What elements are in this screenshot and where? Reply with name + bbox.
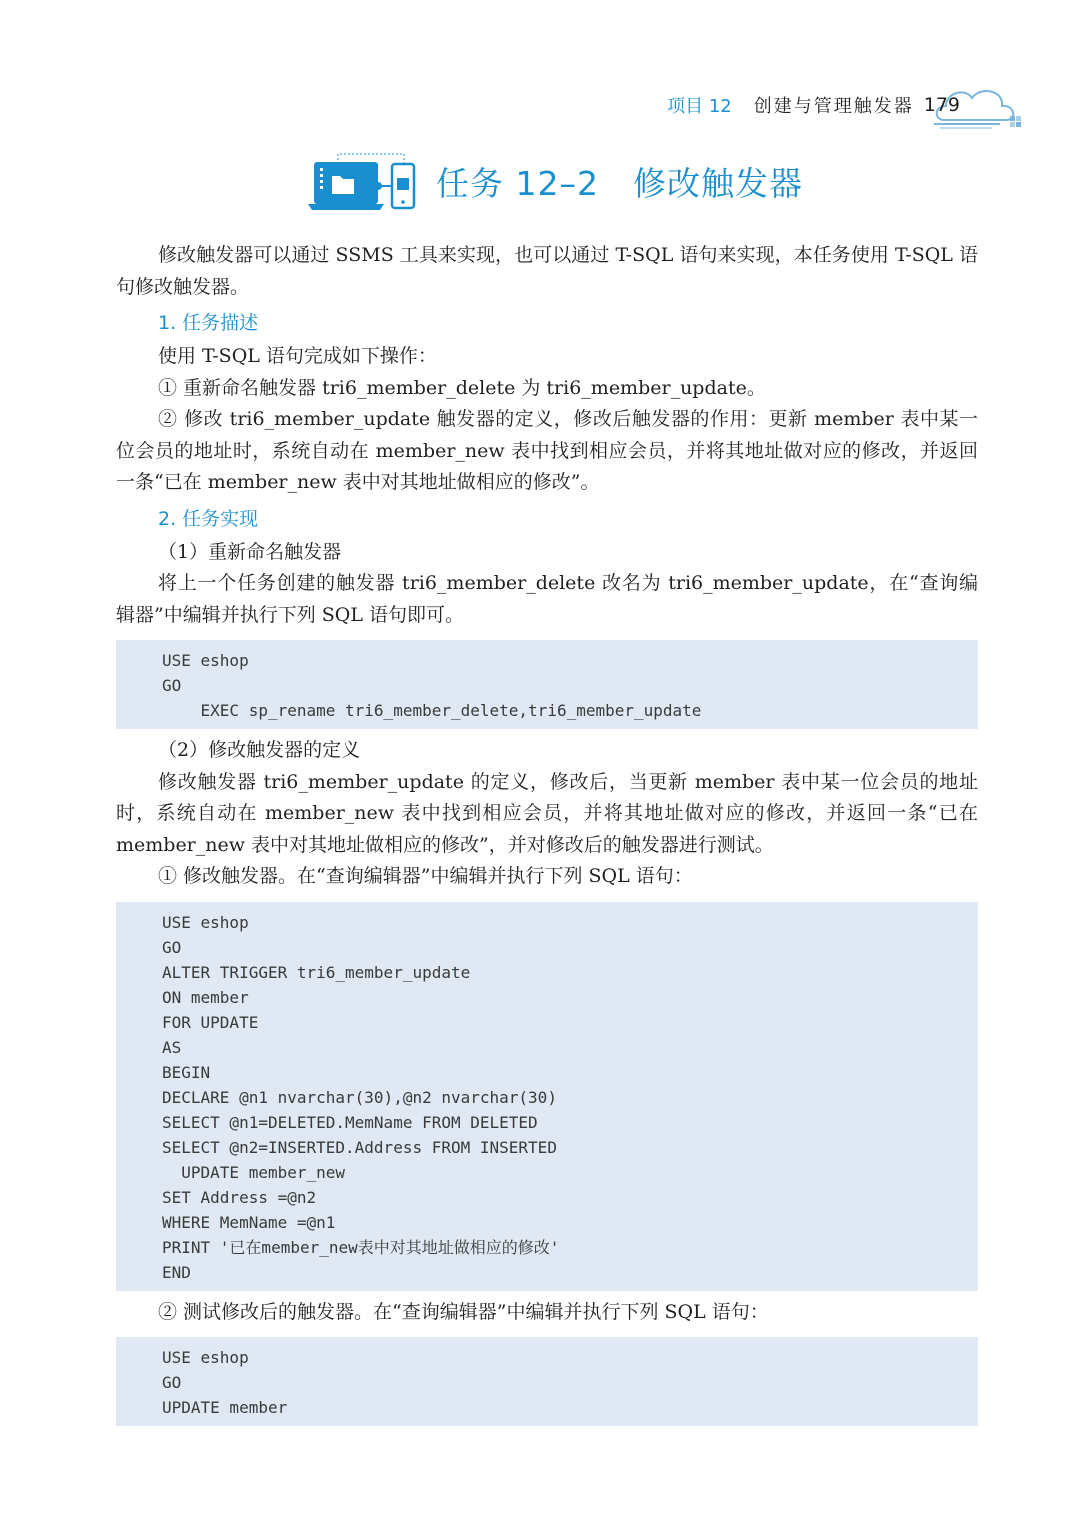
section-heading-description: 1. 任务描述: [158, 312, 259, 334]
code-line: SELECT @n2=INSERTED.Address FROM INSERTED: [162, 1137, 557, 1157]
code-line: AS: [162, 1037, 182, 1057]
project-label: 项目 12: [667, 96, 732, 117]
code-line: FOR UPDATE: [162, 1012, 259, 1032]
page-content: [116, 240, 978, 1432]
step-2-text: 修改触发器 tri6_member_update 的定义，修改后，当更新 member 表中某一位会员的地址时，系统自动在 member_new 表中找到相应会员，并将其地址做对应的修改，并返回一条“已在 member_new 表中对其地址做相应的修改”，并对修改后的触发器进行测试。: [116, 770, 978, 856]
code-line: UPDATE member: [162, 1398, 288, 1417]
running-header: [667, 88, 960, 122]
step-1-title: （1）重新命名触发器: [158, 540, 342, 563]
code-line: PRINT '已在member_new表中对其地址做相应的修改': [162, 1237, 560, 1257]
section-heading-implementation: 2. 任务实现: [158, 507, 259, 530]
code-line: USE eshop: [162, 1348, 249, 1367]
step-2-sub-1: ① 修改触发器。在“查询编辑器”中编辑并执行下列 SQL 语句：: [158, 865, 693, 887]
intro-paragraph: 修改触发器可以通过 SSMS 工具来实现，也可以通过 T-SQL 语句来实现，本任务使用 T-SQL 语句修改触发器。: [116, 244, 978, 298]
code-line: SELECT @n1=DELETED.MemName FROM DELETED: [162, 1112, 538, 1132]
code-line: ON member: [162, 987, 249, 1007]
task-title-banner: [0, 150, 1088, 216]
step-2-sub-2: ② 测试修改后的触发器。在“查询编辑器”中编辑并执行下列 SQL 语句：: [158, 1300, 769, 1323]
code-line: GO: [162, 1373, 182, 1392]
code-block-rename: [116, 640, 978, 729]
code-line: USE eshop: [162, 651, 249, 670]
code-line: SET Address =@n2: [162, 1187, 317, 1207]
description-lead: 使用 T-SQL 语句完成如下操作：: [158, 345, 437, 367]
code-line: ALTER TRIGGER tri6_member_update: [162, 962, 471, 982]
step-2-title: （2）修改触发器的定义: [158, 739, 361, 761]
step-1-text: 将上一个任务创建的触发器 tri6_member_delete 改名为 tri6_member_update，在“查询编辑器”中编辑并执行下列 SQL 语句即可。: [116, 572, 978, 626]
code-line: GO: [162, 676, 182, 695]
code-line: UPDATE member_new: [162, 1162, 346, 1182]
code-line: EXEC sp_rename tri6_member_delete,tri6_member_update: [162, 701, 702, 720]
code-line: GO: [162, 937, 182, 957]
page-number: 179: [923, 94, 960, 116]
code-line: DECLARE @n1 nvarchar(30),@n2 nvarchar(30): [162, 1087, 557, 1107]
description-item-2: ② 修改 tri6_member_update 触发器的定义，修改后触发器的作用：更新 member 表中某一位会员的地址时，系统自动在 member_new 表中找到相应会员，并将其地址做对应的修改，并返回一条“已在 member_new 表中对其地址做相应的修改”。: [116, 408, 978, 493]
code-line: USE eshop: [162, 912, 249, 932]
code-line: WHERE MemName =@n1: [162, 1212, 336, 1232]
code-block-alter-trigger: [116, 902, 978, 1291]
task-title: 任务 12–2 修改触发器: [436, 164, 803, 203]
code-line: BEGIN: [162, 1062, 211, 1082]
laptop-phone-icon: [304, 150, 426, 214]
code-line: END: [162, 1262, 191, 1282]
description-item-1: ① 重新命名触发器 tri6_member_delete 为 tri6_member_update。: [158, 376, 766, 399]
code-block-test: [116, 1337, 978, 1426]
chapter-title: 创建与管理触发器: [753, 96, 914, 117]
